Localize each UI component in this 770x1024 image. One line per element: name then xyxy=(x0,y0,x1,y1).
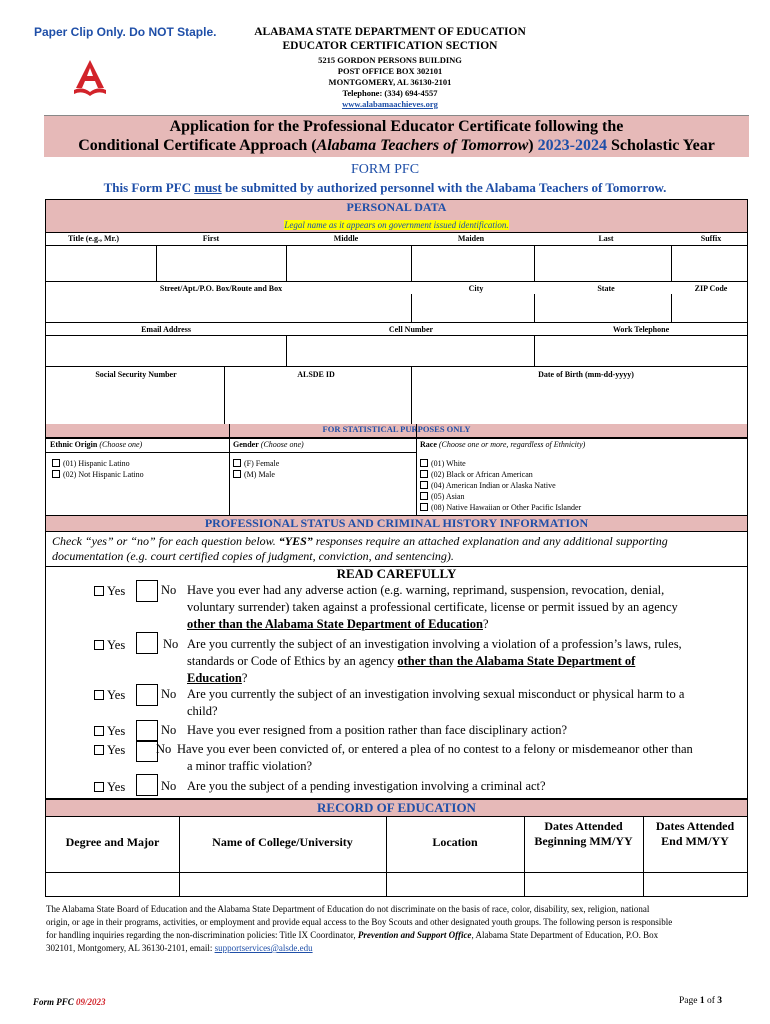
title-line1: Application for the Professional Educator Certificate following the xyxy=(169,118,624,135)
header-city: MONTGOMERY, AL 36130-2101 xyxy=(328,77,452,87)
professional-section xyxy=(45,516,748,799)
zip-label: ZIP Code xyxy=(694,284,728,293)
q1-no: No xyxy=(161,583,177,597)
contact-input-row[interactable] xyxy=(46,335,747,366)
checkbox-icon[interactable] xyxy=(94,782,104,792)
id-input-row[interactable] xyxy=(46,366,747,425)
gender-option-female[interactable]: (F) Female xyxy=(233,458,279,469)
q3-yes[interactable]: Yes xyxy=(94,688,125,703)
q6-text: Are you the subject of a pending investigation involving a criminal act? xyxy=(187,779,546,793)
professional-heading: PROFESSIONAL STATUS AND CRIMINAL HISTORY INFORMATION xyxy=(46,516,747,532)
page-number: Page 1 of 3 xyxy=(679,996,723,1006)
checkbox-icon[interactable] xyxy=(233,470,241,478)
checkbox-icon[interactable] xyxy=(94,745,104,755)
alabama-logo-icon xyxy=(68,58,112,100)
checkbox-icon[interactable] xyxy=(52,459,60,467)
middle-name-label: Middle xyxy=(333,234,359,243)
work-telephone-label: Work Telephone xyxy=(612,325,670,334)
last-name-label: Last xyxy=(598,234,614,243)
title-line2: Conditional Certificate Approach (Alabama Teachers of Tomorrow) 2023-2024 Scholastic Year xyxy=(78,137,715,154)
dates-end-header: Dates Attended End MM/YY xyxy=(655,819,735,848)
address-input-row[interactable] xyxy=(46,294,747,322)
gender-option-male[interactable]: (M) Male xyxy=(233,469,279,480)
city-label: City xyxy=(468,284,484,293)
alsde-id-label: ALSDE ID xyxy=(297,370,335,379)
checkbox-icon[interactable] xyxy=(420,492,428,500)
q6-no: No xyxy=(161,779,177,793)
header-website-link[interactable]: www.alabamaachieves.org xyxy=(342,99,438,109)
name-input-row[interactable] xyxy=(46,245,747,281)
q5-no-box[interactable] xyxy=(136,740,158,762)
checkbox-icon[interactable] xyxy=(52,470,60,478)
paper-clip-note: Paper Clip Only. Do NOT Staple. xyxy=(34,25,217,39)
maiden-name-label: Maiden xyxy=(457,234,485,243)
statistics-section xyxy=(45,424,748,516)
personal-data-section xyxy=(45,199,748,439)
professional-instructions: Check “yes” or “no” for each question below. “YES” responses require an attached explanation and any additional supporting documentation (e.g. court certified copies of judgment, conviction, and sentencing). xyxy=(52,534,668,563)
education-heading: RECORD OF EDUCATION xyxy=(46,800,747,817)
email-label: Email Address xyxy=(141,325,191,334)
q3-no: No xyxy=(161,687,177,701)
race-option-black[interactable]: (02) Black or African American xyxy=(420,469,581,480)
form-version: Form PFC 09/2023 xyxy=(33,997,106,1007)
ethnic-option-hispanic[interactable]: (01) Hispanic Latino xyxy=(52,458,144,469)
q6-no-box[interactable] xyxy=(136,774,158,796)
education-input-row[interactable] xyxy=(46,872,747,896)
race-option-american-indian[interactable]: (04) American Indian or Alaska Native xyxy=(420,480,581,491)
read-carefully: READ CAREFULLY xyxy=(336,566,457,581)
q6-yes[interactable]: Yes xyxy=(94,780,125,795)
state-label: State xyxy=(597,284,615,293)
q4-no: No xyxy=(161,723,177,737)
title-banner xyxy=(44,115,749,157)
q1-yes[interactable]: Yes xyxy=(94,584,125,599)
checkbox-icon[interactable] xyxy=(233,459,241,467)
race-label: Race (Choose one or more, regardless of Ethnicity) xyxy=(420,440,586,449)
suffix-label: Suffix xyxy=(700,234,722,243)
race-option-pacific-islander[interactable]: (08) Native Hawaiian or Other Pacific Islander xyxy=(420,502,581,513)
q1-no-box[interactable] xyxy=(136,580,158,602)
q5-no: No xyxy=(156,742,172,756)
dates-begin-header: Dates Attended Beginning MM/YY xyxy=(534,819,633,848)
title-label: Title (e.g., Mr.) xyxy=(67,234,120,243)
q2-no-box[interactable] xyxy=(136,632,158,654)
q2-no: No xyxy=(163,637,179,651)
checkbox-icon[interactable] xyxy=(94,640,104,650)
header-telephone: Telephone: (334) 694-4557 xyxy=(342,88,438,98)
gender-label: Gender (Choose one) xyxy=(233,440,304,449)
header-section: EDUCATOR CERTIFICATION SECTION xyxy=(282,40,498,52)
header-building: 5215 GORDON PERSONS BUILDING xyxy=(318,55,462,65)
q4-yes[interactable]: Yes xyxy=(94,724,125,739)
submit-instruction: This Form PFC must be submitted by authorized personnel with the Alabama Teachers of Tomorrow. xyxy=(103,180,667,195)
location-header: Location xyxy=(432,835,478,849)
q2-yes[interactable]: Yes xyxy=(94,638,125,653)
form-id: FORM PFC xyxy=(350,162,420,177)
personal-data-heading: PERSONAL DATA xyxy=(346,200,447,214)
header-po-box: POST OFFICE BOX 302101 xyxy=(337,66,443,76)
checkbox-icon[interactable] xyxy=(420,470,428,478)
ssn-label: Social Security Number xyxy=(95,370,177,379)
ethnic-option-not-hispanic[interactable]: (02) Not Hispanic Latino xyxy=(52,469,144,480)
cell-number-label: Cell Number xyxy=(388,325,434,334)
header-department: ALABAMA STATE DEPARTMENT OF EDUCATION xyxy=(254,26,526,38)
checkbox-icon[interactable] xyxy=(94,690,104,700)
checkbox-icon[interactable] xyxy=(94,726,104,736)
q5-text: Have you ever been convicted of, or entered a plea of no contest to a felony or misdemeanor other than a minor traffic violation? xyxy=(177,742,693,773)
degree-major-header: Degree and Major xyxy=(65,835,160,849)
checkbox-icon[interactable] xyxy=(94,586,104,596)
race-option-white[interactable]: (01) White xyxy=(420,458,581,469)
college-header: Name of College/University xyxy=(212,835,353,849)
statistics-heading: FOR STATISTICAL PURPOSES ONLY xyxy=(46,424,747,437)
street-label: Street/Apt./P.O. Box/Route and Box xyxy=(159,284,283,293)
checkbox-icon[interactable] xyxy=(420,459,428,467)
support-email-link[interactable]: supportservices@alsde.edu xyxy=(214,943,313,953)
legal-name-note: Legal name as it appears on government issued identification. xyxy=(284,220,509,230)
dob-label: Date of Birth (mm-dd-yyyy) xyxy=(538,370,634,379)
first-name-label: First xyxy=(202,234,220,243)
q4-no-box[interactable] xyxy=(136,720,158,742)
checkbox-icon[interactable] xyxy=(420,503,428,511)
non-discrimination-notice: The Alabama State Board of Education and the Alabama State Department of Education do not discriminate on the basis of race, color, disability, sex, religion, national origin, or age in their programs, activities, or employment and provide equal access to the Boy Scouts and other designated youth groups. The following person is responsible for handling inquiries regarding the non-discrimination policies: Title IX Coordinator, Prevention and Support Office, Alabama State Department of Education, P.O. Box 302101, Montgomery, AL 36130-2101, email: supportservices@alsde.edu xyxy=(46,904,673,953)
education-section xyxy=(45,799,748,897)
q1-text: Have you ever had any adverse action (e.g. warning, reprimand, suspension, revocation, denial, voluntary surrender) taken against a professional certificate, license or permit issued by an agency other than the Alabama State Department of Education? xyxy=(187,583,678,631)
q4-text: Have you ever resigned from a position rather than face disciplinary action? xyxy=(187,723,568,737)
q2-text: Are you currently the subject of an investigation involving a violation of a profession’s laws, rules, standards or Code of Ethics by an agency other than the Alabama State Department of Education? xyxy=(187,637,682,685)
q3-text: Are you currently the subject of an investigation involving sexual misconduct or physical harm to a child? xyxy=(187,687,685,718)
ethnic-origin-label: Ethnic Origin (Choose one) xyxy=(50,440,143,449)
race-option-asian[interactable]: (05) Asian xyxy=(420,491,581,502)
q5-yes[interactable]: Yes xyxy=(94,743,125,758)
q3-no-box[interactable] xyxy=(136,684,158,706)
checkbox-icon[interactable] xyxy=(420,481,428,489)
